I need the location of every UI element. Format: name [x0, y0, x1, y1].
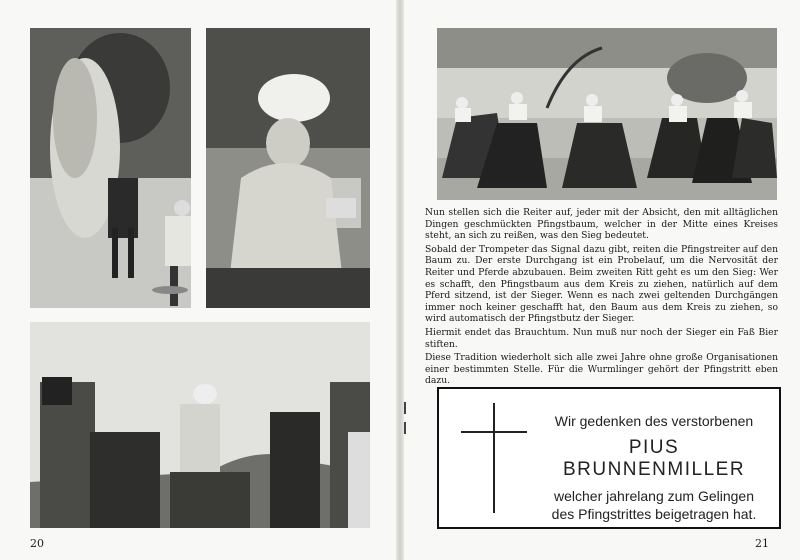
memorial-text	[539, 413, 769, 523]
memorial-line-3: welcher jahrelang zum Gelingen	[554, 488, 754, 504]
paragraph-1: Nun stellen sich die Reiter auf, jeder mit der Absicht, den mit alltäglichen Dingen geschmückten Pfingstbaum, welcher in der Mitte eines Kreises steht, an sich zu reißen, was den Sieg bedeutet.	[425, 207, 778, 242]
paragraph-2: Sobald der Trompeter das Signal dazu gibt, reiten die Pfingstreiter auf den Baum zu. Der erste Durchgang ist ein Probelauf, um die Nervosität der Reiter und Pferde abzubauen. Beim zweiten Ritt geht es um den Sieg: Wer es schafft, den Pfingstbaum aus dem Kreis zu ziehen, natürlich auf dem Pferd sitzend, ist der Sieger. Wenn es nach zwei geltenden Durchgängen immer noch keiner geschafft hat, den Baum aus dem Kreis zu ziehen, so wird automatisch der Pfingstbutz der Sieger.	[425, 243, 778, 325]
page-number-left: 20	[30, 537, 44, 550]
memorial-line-1: Wir gedenken des verstorbenen	[554, 413, 754, 429]
memorial-box	[437, 387, 781, 529]
gutter-mark	[404, 402, 406, 414]
memorial-line-4: des Pfingstrittes beigetragen hat.	[551, 506, 757, 522]
cross-icon-bar	[461, 431, 527, 433]
horse-led-photo	[30, 28, 191, 308]
paragraph-3: Hiermit endet das Brauchtum. Nun muß nur noch der Sieger ein Faß Bier stiften.	[425, 326, 778, 350]
page-number-right: 21	[755, 537, 769, 550]
crowd-camera-photo	[30, 322, 370, 528]
horse-race-photo	[437, 28, 777, 200]
cross-icon	[493, 403, 495, 513]
memorial-name: PIUS BRUNNENMILLER	[562, 437, 746, 480]
book-gutter	[396, 0, 404, 560]
article-text	[425, 207, 778, 389]
gutter-mark	[404, 422, 406, 434]
rider-chef-hat-photo	[206, 28, 370, 308]
paragraph-4: Diese Tradition wiederholt sich alle zwei Jahre ohne große Organisationen einer bestimmten Stelle. Für die Wurmlinger gehört der Pfingstritt eben dazu.	[425, 352, 778, 387]
